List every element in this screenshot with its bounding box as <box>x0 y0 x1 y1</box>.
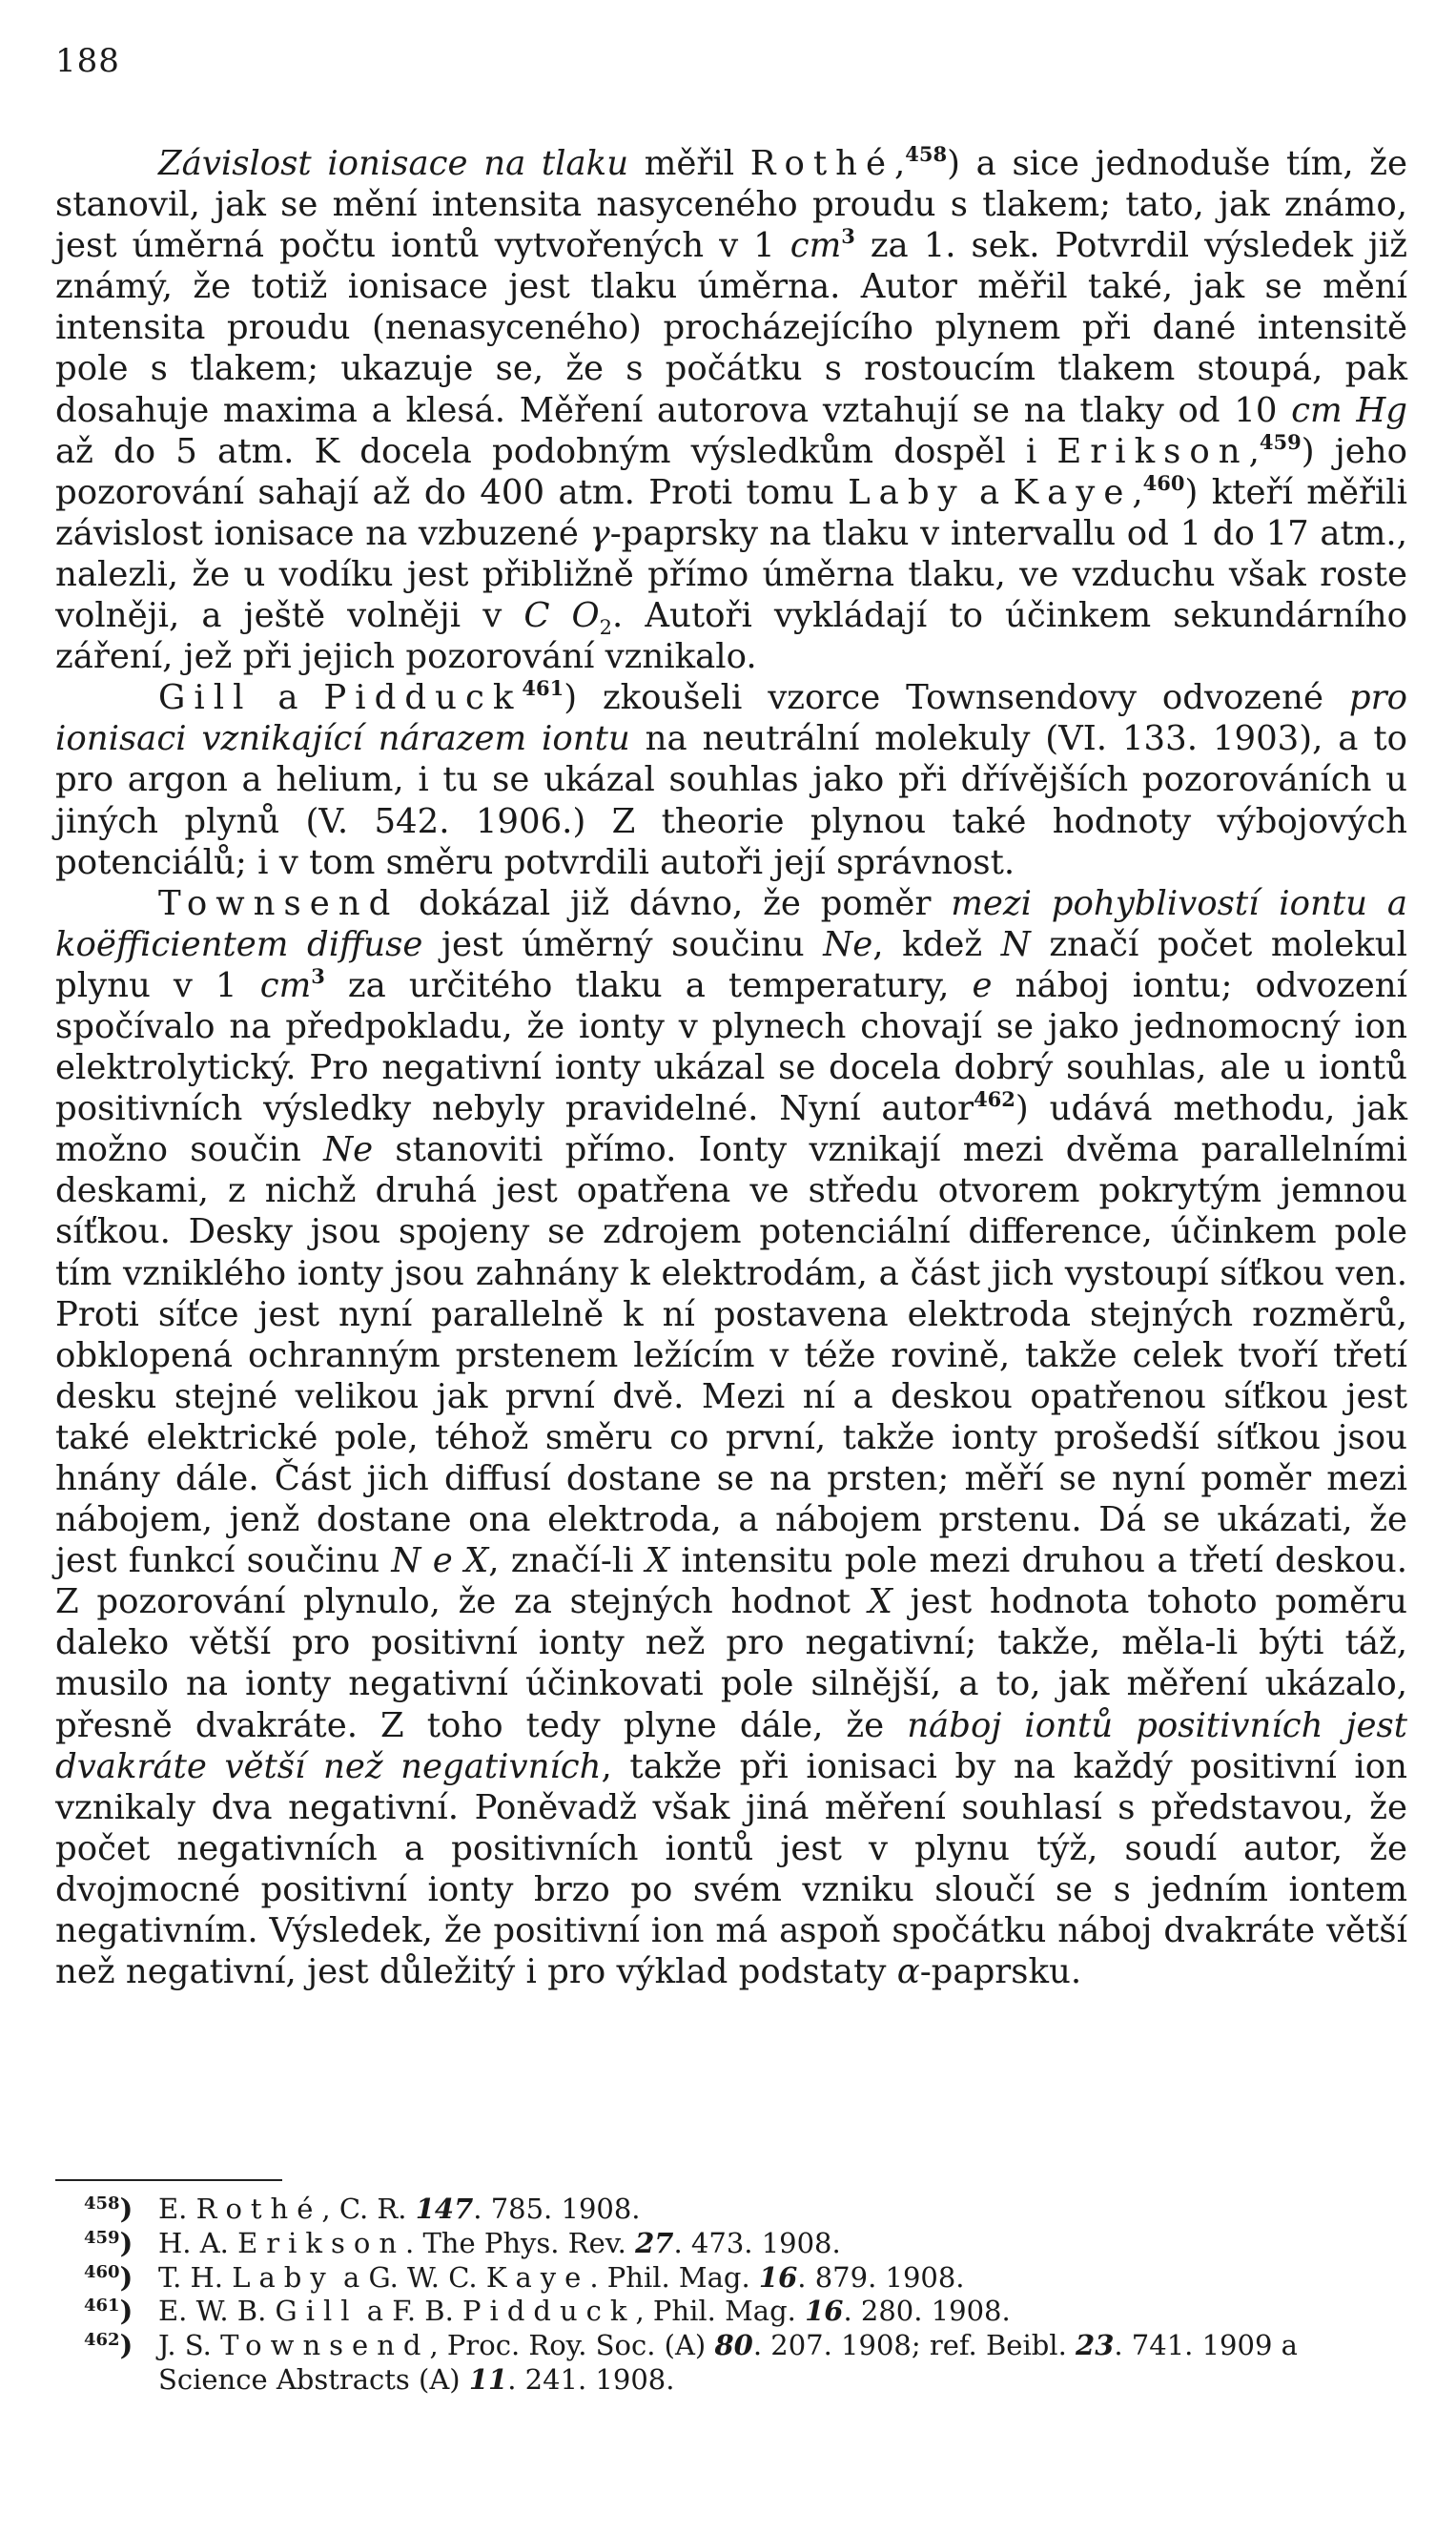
text-segment: 11 <box>468 2362 508 2396</box>
text-segment: Ne <box>323 1130 374 1170</box>
footnote-number: $^{458}$) <box>84 2193 133 2225</box>
text-segment: intensitu pole mezi druhou a třetí deskou. Z pozorování plynulo, že za stejných hodnot <box>55 1541 1407 1622</box>
text-segment: . 207. 1908; ref. Beibl. <box>752 2329 1077 2362</box>
text-segment: , <box>1132 472 1143 512</box>
text-segment: , <box>1248 431 1260 471</box>
text-segment: J. S. <box>158 2329 221 2362</box>
text-segment: , C. R. <box>321 2193 416 2225</box>
text-segment: a <box>252 678 324 718</box>
text-segment: na neutrální molekuly (VI. 133. 1903), a to pro argon a helium, i tu se ukázal souhlas jako při dřívějších pozorováních u jiných plynů (V. 542. 1906.) Z theorie plynou také hodnoty výbojových potenciálů; i v tom směru potvrdili autoři její správnost. <box>55 719 1407 882</box>
text-segment: ) kteří měřili závislost ionisace na vzbuzené <box>55 472 1407 553</box>
author-name: Pidduck <box>323 678 523 718</box>
footnote-number: $^{460}$) <box>84 2260 133 2294</box>
text-segment: ) jeho pozorování sahají až do 400 atm. Proti tomu <box>55 431 1408 512</box>
footnote-number-text: 459 <box>84 2227 120 2248</box>
author-name: Gill <box>275 2295 359 2328</box>
footnote-text <box>158 2261 965 2294</box>
footnote-reference: 460 <box>1142 470 1185 495</box>
footnote-reference: 458 <box>905 142 948 166</box>
text-segment: α <box>896 1952 920 1992</box>
author-name: Gill <box>158 678 253 718</box>
text-segment: mezi pohyblivostí iontu a koëfficientem diffuse <box>55 883 1407 964</box>
text-segment: 147 <box>415 2193 474 2225</box>
footnote-number: $^{459}$) <box>84 2226 133 2259</box>
text-segment: , kdež <box>872 924 1001 964</box>
footnote-number: $^{462}$) <box>84 2329 133 2362</box>
text-segment: dokázal již dávno, že poměr <box>399 883 952 923</box>
text-segment: X <box>645 1541 670 1581</box>
paragraph <box>55 677 1407 882</box>
text-segment: X <box>868 1582 892 1622</box>
author-name: Townsend <box>158 883 400 923</box>
author-name: Pidduck <box>462 2295 636 2328</box>
text-segment: měřil <box>628 144 750 183</box>
text-segment: cm <box>259 965 312 1005</box>
text-segment: až do 5 atm. K docela podobným výsledkům dospěl i <box>55 431 1057 471</box>
text-segment: , <box>893 144 906 183</box>
author-name: Townsend <box>220 2329 430 2362</box>
text-segment: cm Hg <box>1291 390 1408 430</box>
text-segment: ) zkoušeli vzorce Townsendovy odvozené <box>564 678 1349 718</box>
text-segment: a F. B. <box>358 2295 463 2328</box>
text-segment: cm <box>790 226 842 266</box>
author-name: Laby <box>848 472 966 512</box>
text-segment: H. A. <box>158 2226 238 2259</box>
text-segment: 27 <box>635 2226 674 2259</box>
text-segment: náboj iontů positivních jest dvakráte větší než negativních <box>55 1705 1407 1786</box>
text-segment: , takže při ionisaci by na každý positivní ion vznikaly dva negativní. Poněvadž však jiná měření souhlasí s představou, že počet negativních a positivních iontů jest v plynu týž, soudí autor, že dvojmocné positivní ionty brzo po svém vzniku sloučí se s jedním iontem negativním. Výsledek, že positivní ion má aspoň spočátku náboj dvakráte větší než negativní, jest důležitý i pro výklad podstaty <box>55 1746 1407 1992</box>
text-segment: náboj iontu; odvození spočívalo na předpokladu, že ionty v plynech chovají se jako jednomocný ion elektrolytický. Pro negativní ionty ukázal se docela dobrý souhlas, ale u iontů positivních výsledky nebyly pravidelné. Nyní autor <box>55 965 1407 1129</box>
text-segment: e <box>972 965 993 1005</box>
text-segment: za určitého tlaku a temperatury, <box>324 965 973 1005</box>
text-segment: , Phil. Mag. <box>635 2295 806 2328</box>
text-segment: Závislost ionisace na tlaku <box>158 144 629 183</box>
text-segment: jest hodnota tohoto poměru daleko větší pro positivní ionty než pro negativní; takže, měla-li býti táž, musilo na ionty negativní účinkovati pole silnější, a to, jak měření ukázalo, přesně dvakráte. Z toho tedy plyne dále, že <box>55 1582 1407 1745</box>
footnote-divider <box>55 2179 282 2181</box>
footnote-reference: 3 <box>311 963 325 988</box>
text-segment: -paprsky na tlaku v intervallu od 1 do 17 atm., nalezli, že u vodíku jest přibližně přímo úměrna tlaku, ve vzduchu však roste volněji, a ještě volněji v <box>55 513 1407 636</box>
text-segment: . 241. 1908. <box>507 2362 675 2396</box>
footnote-text <box>158 2329 1298 2396</box>
text-segment: . Autoři vykládají to účinkem sekundárního záření, jež při jejich pozorování vznikalo. <box>55 596 1408 677</box>
footnote-number: $^{461}$) <box>84 2295 133 2328</box>
footnote <box>55 2261 1409 2296</box>
text-segment: 23 <box>1076 2329 1115 2362</box>
footnote <box>55 2295 1409 2329</box>
text-segment: T. H. <box>158 2260 233 2294</box>
author-name: Laby <box>232 2260 335 2294</box>
text-segment: ) udává methodu, jak možno součin <box>55 1089 1407 1170</box>
text-segment: a <box>965 472 1014 512</box>
footnote <box>55 2329 1409 2398</box>
text-segment: N <box>1000 924 1031 964</box>
text-segment: 2 <box>599 616 613 640</box>
text-segment: Ne <box>823 924 873 964</box>
footnote-number-text: 461 <box>84 2296 120 2317</box>
footnote <box>55 2227 1409 2261</box>
text-segment: E. <box>158 2193 196 2225</box>
text-segment: za 1. sek. Potvrdil výsledek již známý, že totiž ionisace jest tlaku úměrna. Autor měřil také, jak se mění intensita proudu (nenasyceného) procházejícího plynem při dané intensitě pole s tlakem; ukazuje se, že s počátku s rostoucím tlakem stoupá, pak dosahuje maxima a klesá. Měření autorova vztahují se na tlaky od 10 <box>55 226 1407 430</box>
text-segment: N e X <box>391 1541 489 1581</box>
body-text <box>55 143 1407 1992</box>
footnote-number-text: 462 <box>84 2330 120 2351</box>
page-number: 188 <box>55 42 120 80</box>
author-name: Kaye <box>485 2260 590 2294</box>
text-segment: a G. W. C. <box>334 2260 486 2294</box>
text-segment: ) a sice jednoduše tím, že stanovil, jak se mění intensita nasyceného proudu s tlakem; tato, jak známo, jest úměrná počtu iontů vytvořených v 1 <box>55 144 1407 266</box>
footnote-reference: 459 <box>1259 429 1302 454</box>
footnotes <box>55 2193 1409 2398</box>
text-segment: , Proc. Roy. Soc. (A) <box>429 2329 715 2362</box>
author-name: Kaye <box>1013 472 1133 512</box>
text-segment: 16 <box>758 2260 798 2294</box>
author-name: Erikson <box>1056 431 1249 471</box>
footnote-number-text: 458 <box>84 2193 120 2214</box>
footnote-text <box>158 2227 841 2259</box>
text-segment: γ <box>589 513 610 553</box>
text-segment: značí počet molekul plynu v 1 <box>55 924 1408 1005</box>
text-segment: 80 <box>714 2329 753 2362</box>
text-segment: . 741. 1909 a Science Abstracts (A) <box>158 2329 1298 2396</box>
footnote <box>55 2193 1409 2227</box>
footnote-reference: 461 <box>522 676 564 701</box>
footnote-text <box>158 2193 641 2225</box>
text-segment: stanoviti přímo. Ionty vznikají mezi dvěma parallelními deskami, z nichž druhá jest opatřena ve středu otvorem pokrytým jemnou síťkou. Desky jsou spojeny se zdrojem potenciální difference, účinkem pole tím vzniklého ionty jsou zahnány k elektrodám, a část jich vystoupí síťkou ven. Proti síťce jest nyní parallelně k ní postavena elektroda stejných rozměrů, obklopená ochranným prstenem ležícím v téže rovině, takže celek tvoří třetí desku stejné velikou jak první dvě. Mezi ní a deskou opatřenou síťkou jest také elektrické pole, téhož směru co první, takže ionty prošedší síťkou jsou hnány dále. Část jich diffusí dostane se na prsten; měří se nyní poměr mezi nábojem, jenž dostane ona elektroda, a nábojem prstenu. Dá se ukázati, že jest funkcí součinu <box>55 1130 1407 1581</box>
text-segment: . The Phys. Rev. <box>405 2226 636 2259</box>
text-segment: -paprsku. <box>919 1952 1082 1992</box>
author-name: Rothé <box>749 144 894 183</box>
text-segment: . 473. 1908. <box>673 2226 841 2259</box>
text-segment: E. W. B. <box>158 2295 276 2328</box>
text-segment: . 280. 1908. <box>843 2295 1011 2328</box>
text-segment: C O <box>523 596 600 636</box>
text-segment: . 879. 1908. <box>797 2260 965 2294</box>
author-name: Rothé <box>195 2193 322 2225</box>
text-segment: 16 <box>805 2295 844 2328</box>
text-segment: , značí-li <box>488 1541 646 1581</box>
footnote-reference: 3 <box>841 224 855 249</box>
author-name: Erikson <box>237 2226 406 2259</box>
text-segment: . 785. 1908. <box>473 2193 641 2225</box>
footnote-text <box>158 2295 1011 2327</box>
footnote-reference: 462 <box>974 1087 1015 1112</box>
text-segment: pro ionisaci vznikající nárazem iontu <box>55 678 1407 759</box>
paragraph <box>55 883 1407 1993</box>
text-segment: jest úměrný součinu <box>422 924 824 964</box>
footnote-number-text: 460 <box>84 2261 120 2282</box>
paragraph <box>55 143 1407 677</box>
text-segment: . Phil. Mag. <box>589 2260 759 2294</box>
